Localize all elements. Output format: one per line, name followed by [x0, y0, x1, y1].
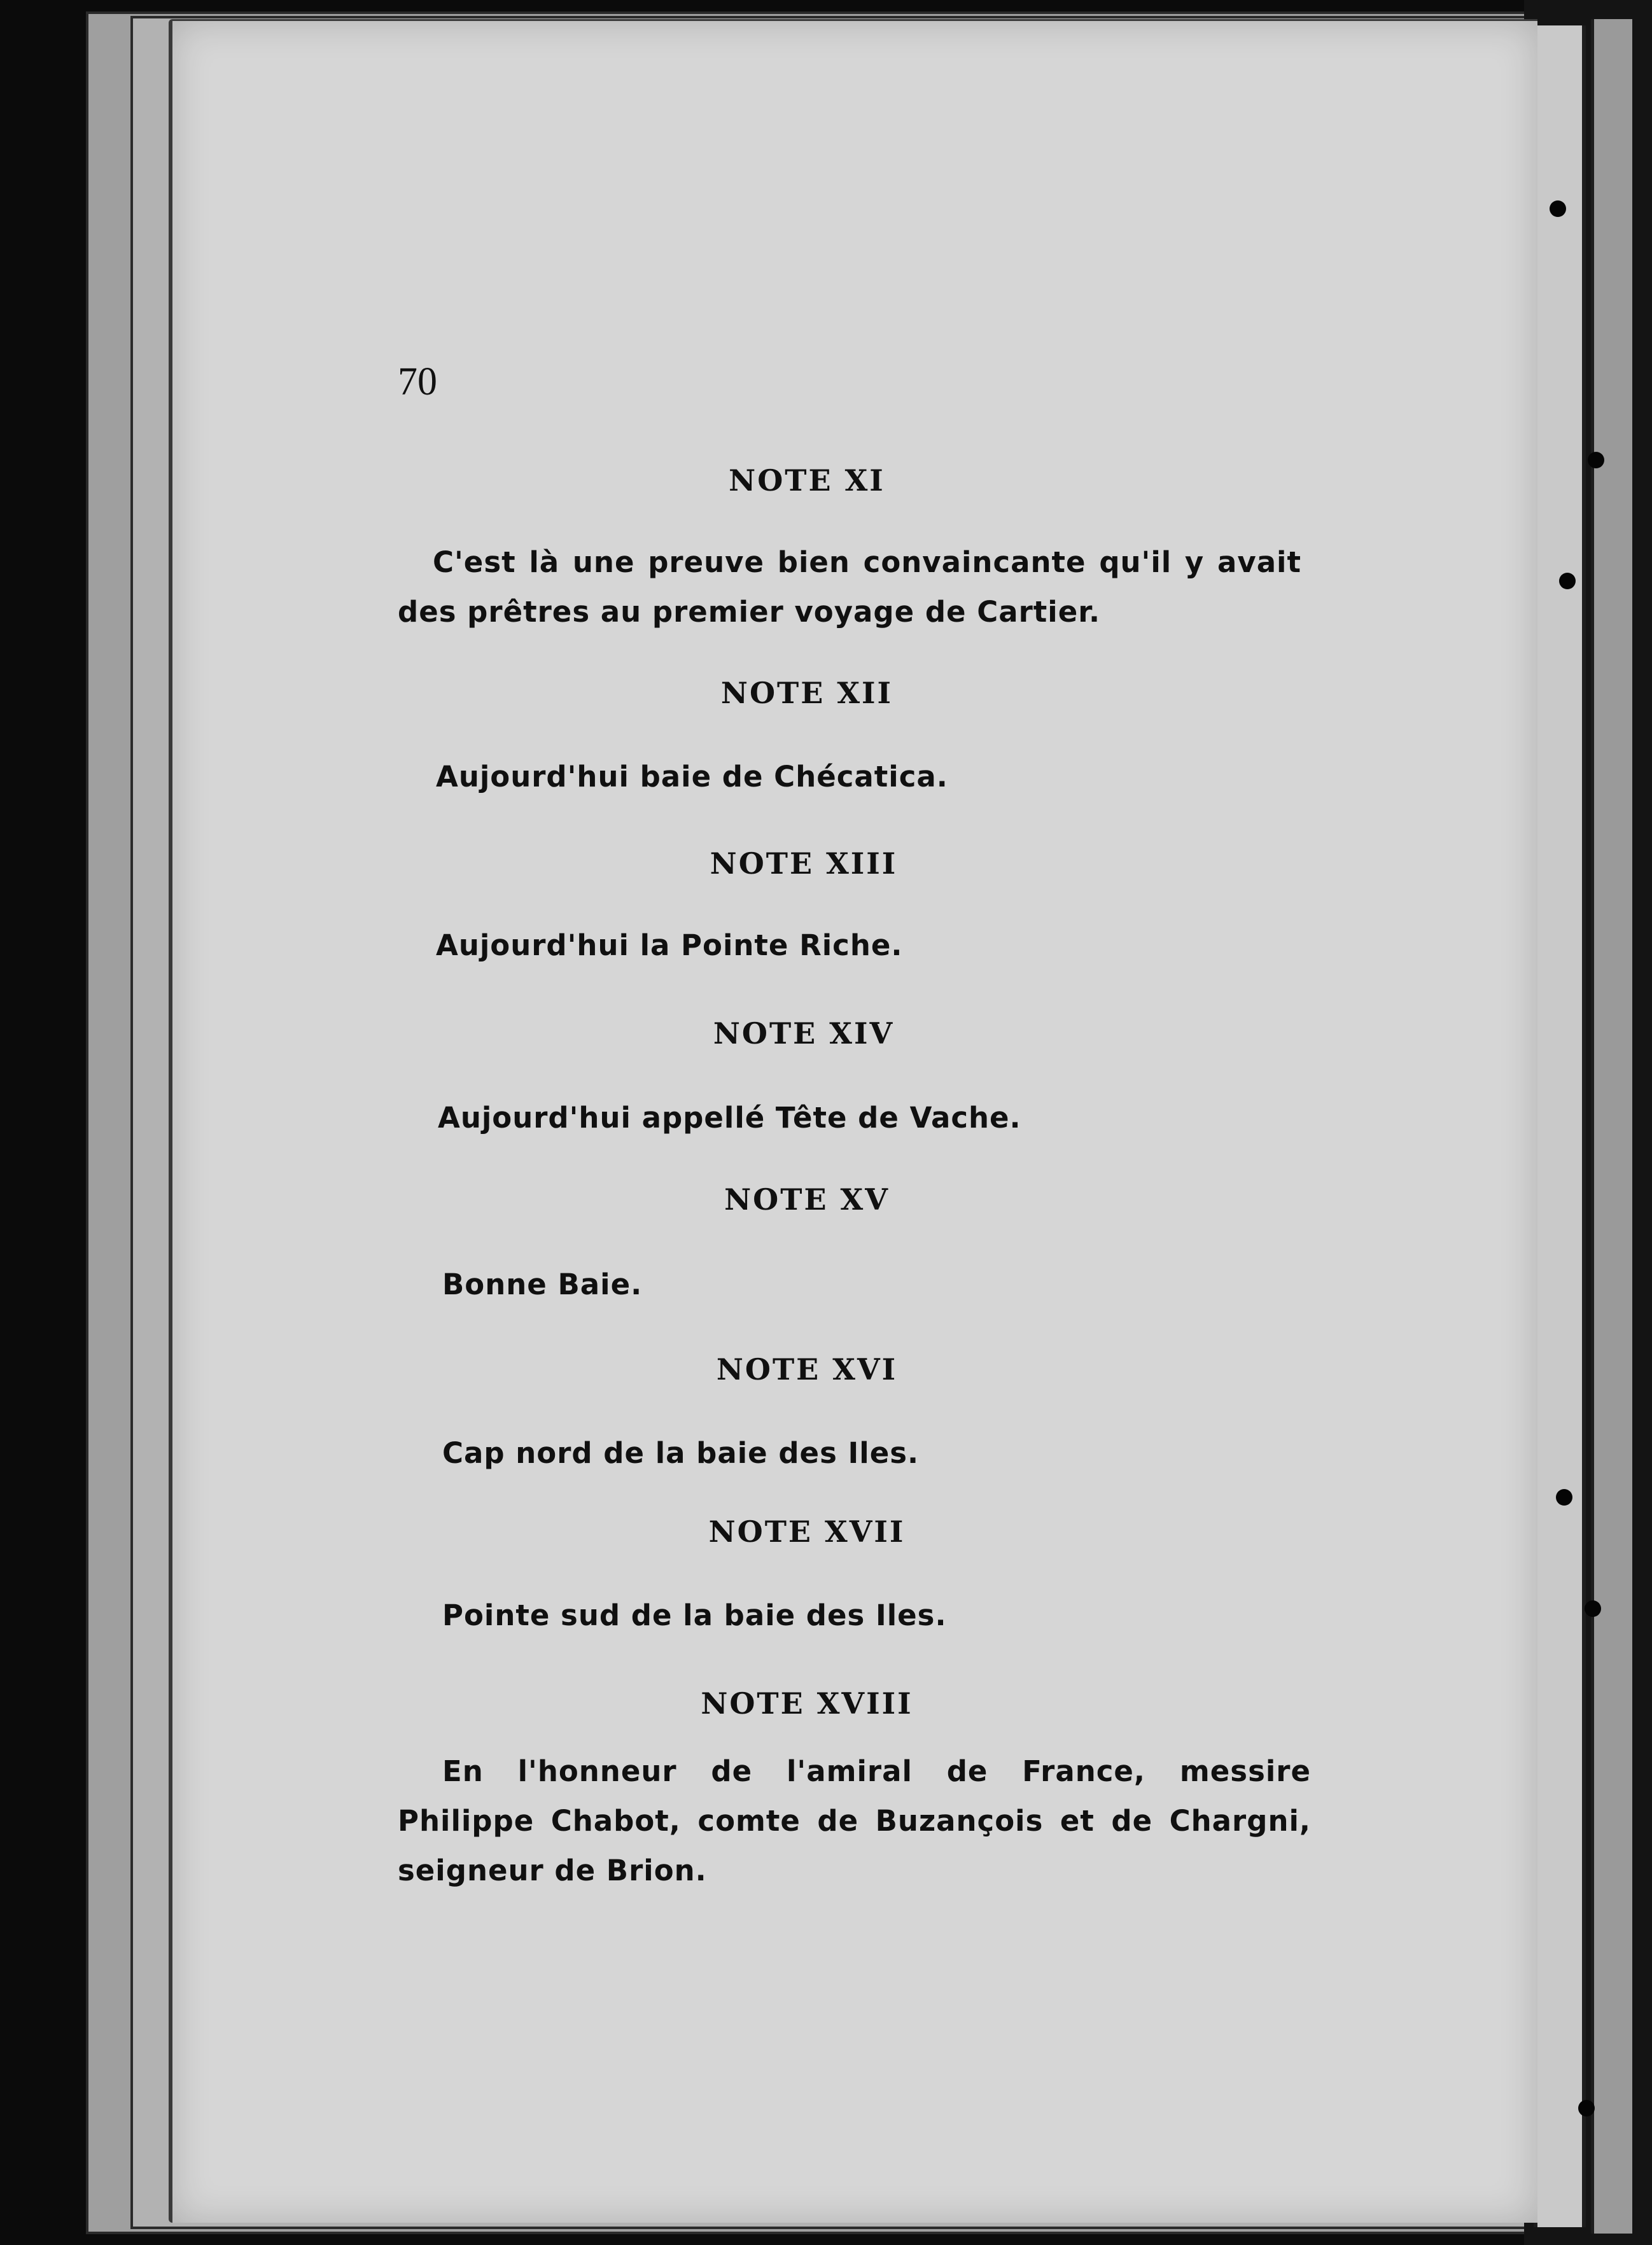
note-heading: NOTE XVIII: [701, 1686, 913, 1721]
note-text: Aujourd'hui appellé Tête de Vache.: [438, 1101, 1021, 1135]
right-outer-edge: [1591, 19, 1632, 2234]
note-heading: NOTE XI: [729, 463, 885, 498]
note-text: Cap nord de la baie des Iles.: [442, 1436, 920, 1470]
binding-mark: [1578, 2100, 1595, 2116]
note-heading: NOTE XIV: [713, 1016, 895, 1051]
page-number: 70: [398, 360, 437, 403]
binding-mark: [1550, 200, 1566, 217]
note-text: Aujourd'hui la Pointe Riche.: [436, 928, 903, 962]
right-page-edge: [1534, 25, 1586, 2227]
binding-mark: [1559, 573, 1576, 589]
note-text: Pointe sud de la baie des Iles.: [442, 1598, 947, 1632]
note-text: Bonne Baie.: [442, 1268, 643, 1301]
note-text: Aujourd'hui baie de Chécatica.: [436, 760, 948, 794]
note-heading: NOTE XVII: [708, 1514, 906, 1549]
binding-mark: [1556, 1489, 1572, 1506]
note-heading: NOTE XII: [720, 676, 893, 710]
note-text: C'est là une preuve bien convaincante qu'il y avait des prêtres au premier voyage de Cartier.: [398, 545, 1301, 629]
note-heading: NOTE XIII: [710, 846, 898, 881]
note-text: En l'honneur de l'amiral de France, messire Philippe Chabot, comte de Buzançois et de Chargni, seigneur de Brion.: [398, 1754, 1311, 1887]
note-heading: NOTE XVI: [716, 1352, 898, 1387]
binding-mark: [1585, 1600, 1601, 1617]
note-heading: NOTE XV: [724, 1182, 890, 1217]
